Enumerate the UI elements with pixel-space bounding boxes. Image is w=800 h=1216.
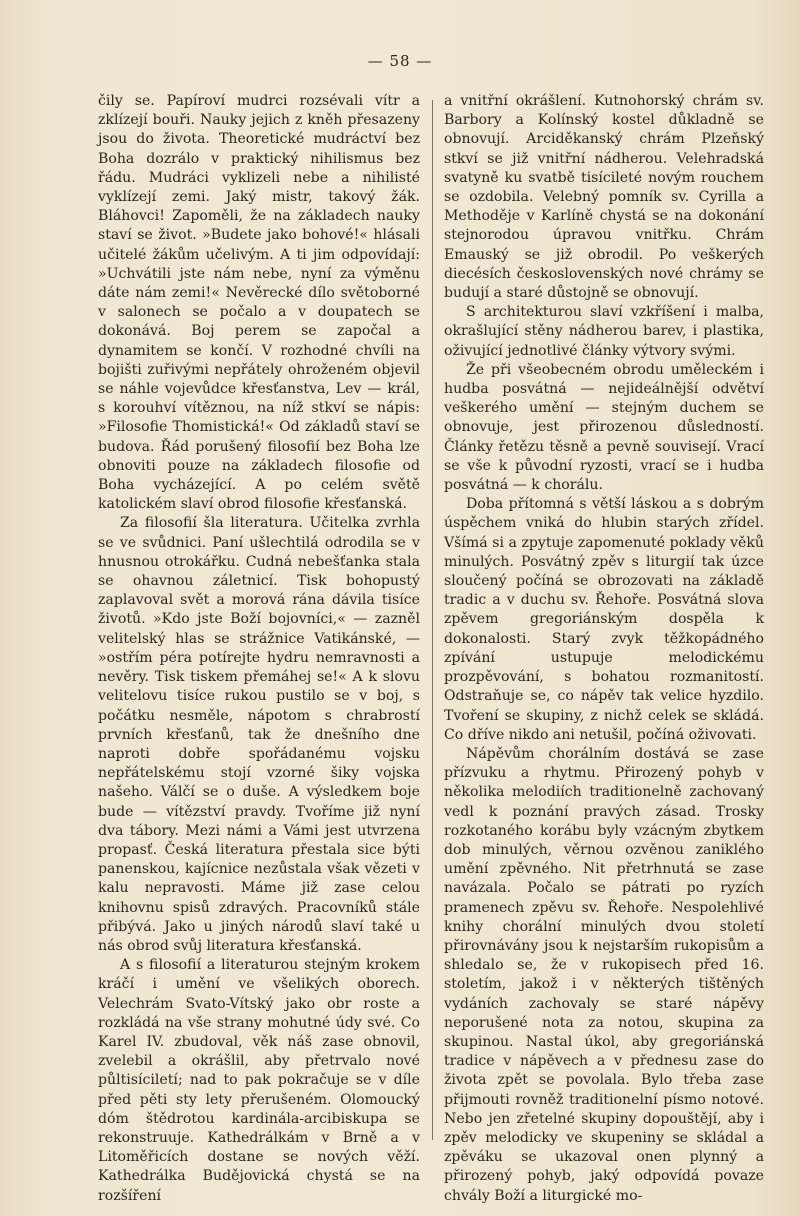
column-divider bbox=[432, 100, 433, 1140]
left-text-column bbox=[98, 92, 420, 1206]
paragraph: A s filosofií a literaturou stejným krokem kráčí i umění ve všelikých oborech. Velechrám Svato-Vítský jako obr roste a rozkládá na vše strany mohutné údy své. Co Karel IV. zbudoval, věk náš zase obnovil, zvelebil a okrášlil, aby přetrvalo nové půltisíciletí; nad to pak pokračuje se v díle před pěti sty lety přerušeném. Olomoucký dóm štědrotou kardinála-arcibiskupa se rekonstruuje. Kathedrálkám v Brně a v Litoměřicích dostane se nových věží. Kathedrálka Budějovická chystá se na rozšíření bbox=[98, 957, 420, 1204]
page-number: — 58 — bbox=[367, 52, 433, 70]
paragraph: Nápěvům chorálním dostává se zase přízvuku a rhytmu. Přirozený pohyb v několika melodiích traditionelně zachovaný vedl k poznání pravých zásad. Trosky rozkotaného korábu byly vzácným zbytkem dob minulých, věrnou ozvěnou zaniklého umění zpěvného. Nit přetrhnutá se zase navázala. Počalo se pátrati po ryzích pramenech zpěvu sv. Řehoře. Nespolehlivé knihy chorální minulých dvou století přirovnávány jsou k nejstarším rukopisům a shledalo se, že v rukopisech před 16. stoletím, jakož i v některých tištěných vydáních zachovaly se staré nápěvy neporušené nota za notou, skupina za skupinou. Nastal úkol, aby gregoriánská tradice v nápěvech a v přednesu zase do života zpět se povolala. Bylo třeba zase přijmouti rovněž traditionelní písmo notové. Nebo jen zřetelné skupiny dopouštějí, aby i zpěv melodicky ve skupeniny se skládal a zpěváku se ukazoval onen plynný a přirozený pohyb, jaký odpovídá povaze chvály Boží a liturgické mo- bbox=[444, 745, 764, 1204]
paragraph: čily se. Papíroví mudrci rozsévali vítr a zklízejí bouři. Nauky jejich z kněh přesazeny jsou do života. Theoretické mudráctví bez Boha dozrálo v praktický nihilismus bez řádu. Mudráci vyklizeli nebe a nihilisté vyklízejí zemi. Jaký mistr, takový žák. Bláhovci! Zapoměli, že na základech nauky staví se život. »Budete jako bohové!« hlásali učitelé žákům učelivým. A ti jim odpovídají: »Uchvátili jste nám nebe, nyní za výměnu dáte nám zemi!« Nevěrecké dílo světoborné v salonech se počalo a v doupatech se dokonává. Boj perem se započal a dynamitem se končí. V rozhodné chvíli na bojišti zuřivými nepřátely ohroženém objevil se náhle vojevůdce křesťanstva, Lev — král, s korouhví vítěznou, na níž stkví se nápis: »Filosofie Thomistická!« Od základů staví se budova. Řád porušený filosofií bez Boha lze obnoviti pouze na základech filosofie od Boha vycházející. A po celém světě katolickém slaví obrod filosofie křesťanská. bbox=[98, 93, 420, 513]
paragraph: Za filosofií šla literatura. Učitelka zvrhla se ve svůdnici. Paní ušlechtilá odrodila se v hnusnou otrokářku. Cudná nebešťanka stala se ohavnou záletnicí. Tisk bohopustý zaplavoval svět a morová rána dávila tisíce životů. »Kdo jste Boží bojovníci,« — zazněl velitelský hlas se strážnice Vatikánské, — »ostřím péra potírejte hydru nemravnosti a nevěry. Tisk tiskem přemáhej se!« A k slovu velitelovu tisíce rukou pustilo se v boj, s počátku nesměle, nápotom s chrabrostí prvních křesťanů, tak že dnešního dne naproti dobře spořádanému vojsku nepřátelskému stojí vzorné šiky vojska našeho. Válčí se o duše. A výsledkem boje bude — vítězství pravdy. Tvoříme již nyní dva tábory. Mezi námi a Vámi jest utvrzena propasť. Česká literatura přestala sice býti panenskou, kajícnice nezůstala však vězeti v kalu nepravosti. Máme již zase celou knihovnu spisů zdravých. Pracovníků stále přibývá. Jako u jiných národů slaví také u nás obrod svůj literatura křesťanská. bbox=[98, 515, 420, 954]
right-text-column bbox=[444, 92, 764, 1206]
paragraph: Že při všeobecném obrodu uměleckém i hudba posvátná — nejideálnější odvětví veškerého umění — stejným duchem se obnovuje, jest přirozenou důsledností. Články řetězu těsně a pevně souvisejí. Vrací se vše k původní ryzosti, vrací se i hudba posvátná — k chorálu. bbox=[444, 361, 764, 494]
paragraph: S architekturou slaví vzkříšení i malba, okrašlující stěny nádherou barev, i plastika, oživující jednotlivé články výtvory svými. bbox=[444, 304, 764, 359]
paragraph: Doba přítomná s větší láskou a s dobrým úspěchem vniká do hlubin starých zřídel. Všímá si a zpytuje zapomenuté poklady věků minulých. Posvátný zpěv s liturgií tak úzce sloučený počíná se obrozovati na základě tradic a v duchu sv. Řehoře. Posvátná slova zpěvem gregoriánským dospěla k dokonalosti. Starý zvyk těžkopádného zpívání ustupuje melodickému prozpěvování, s bohatou rozmanitostí. Odstraňuje se, co nápěv tak velice hyzdilo. Tvoření se skupiny, z nichž celek se skládá. Co dříve nikdo ani netušil, počíná oživovati. bbox=[444, 496, 764, 743]
paragraph: a vnitřní okrášlení. Kutnohorský chrám sv. Barbory a Kolínský kostel důkladně se obnovují. Arciděkanský chrám Plzeňský stkví se již vnitřní nádherou. Velehradská svatyně ku svatbě tisícileté novým rouchem se ozdobila. Velebný pomník sv. Cyrilla a Methoděje v Karlíně chystá se na dokonání stejnorodou úpravou vnitřku. Chrám Emauský se již obrodil. Po veškerých diecésích československých nové chrámy se budují a staré důstojně se obnovují. bbox=[444, 93, 764, 302]
